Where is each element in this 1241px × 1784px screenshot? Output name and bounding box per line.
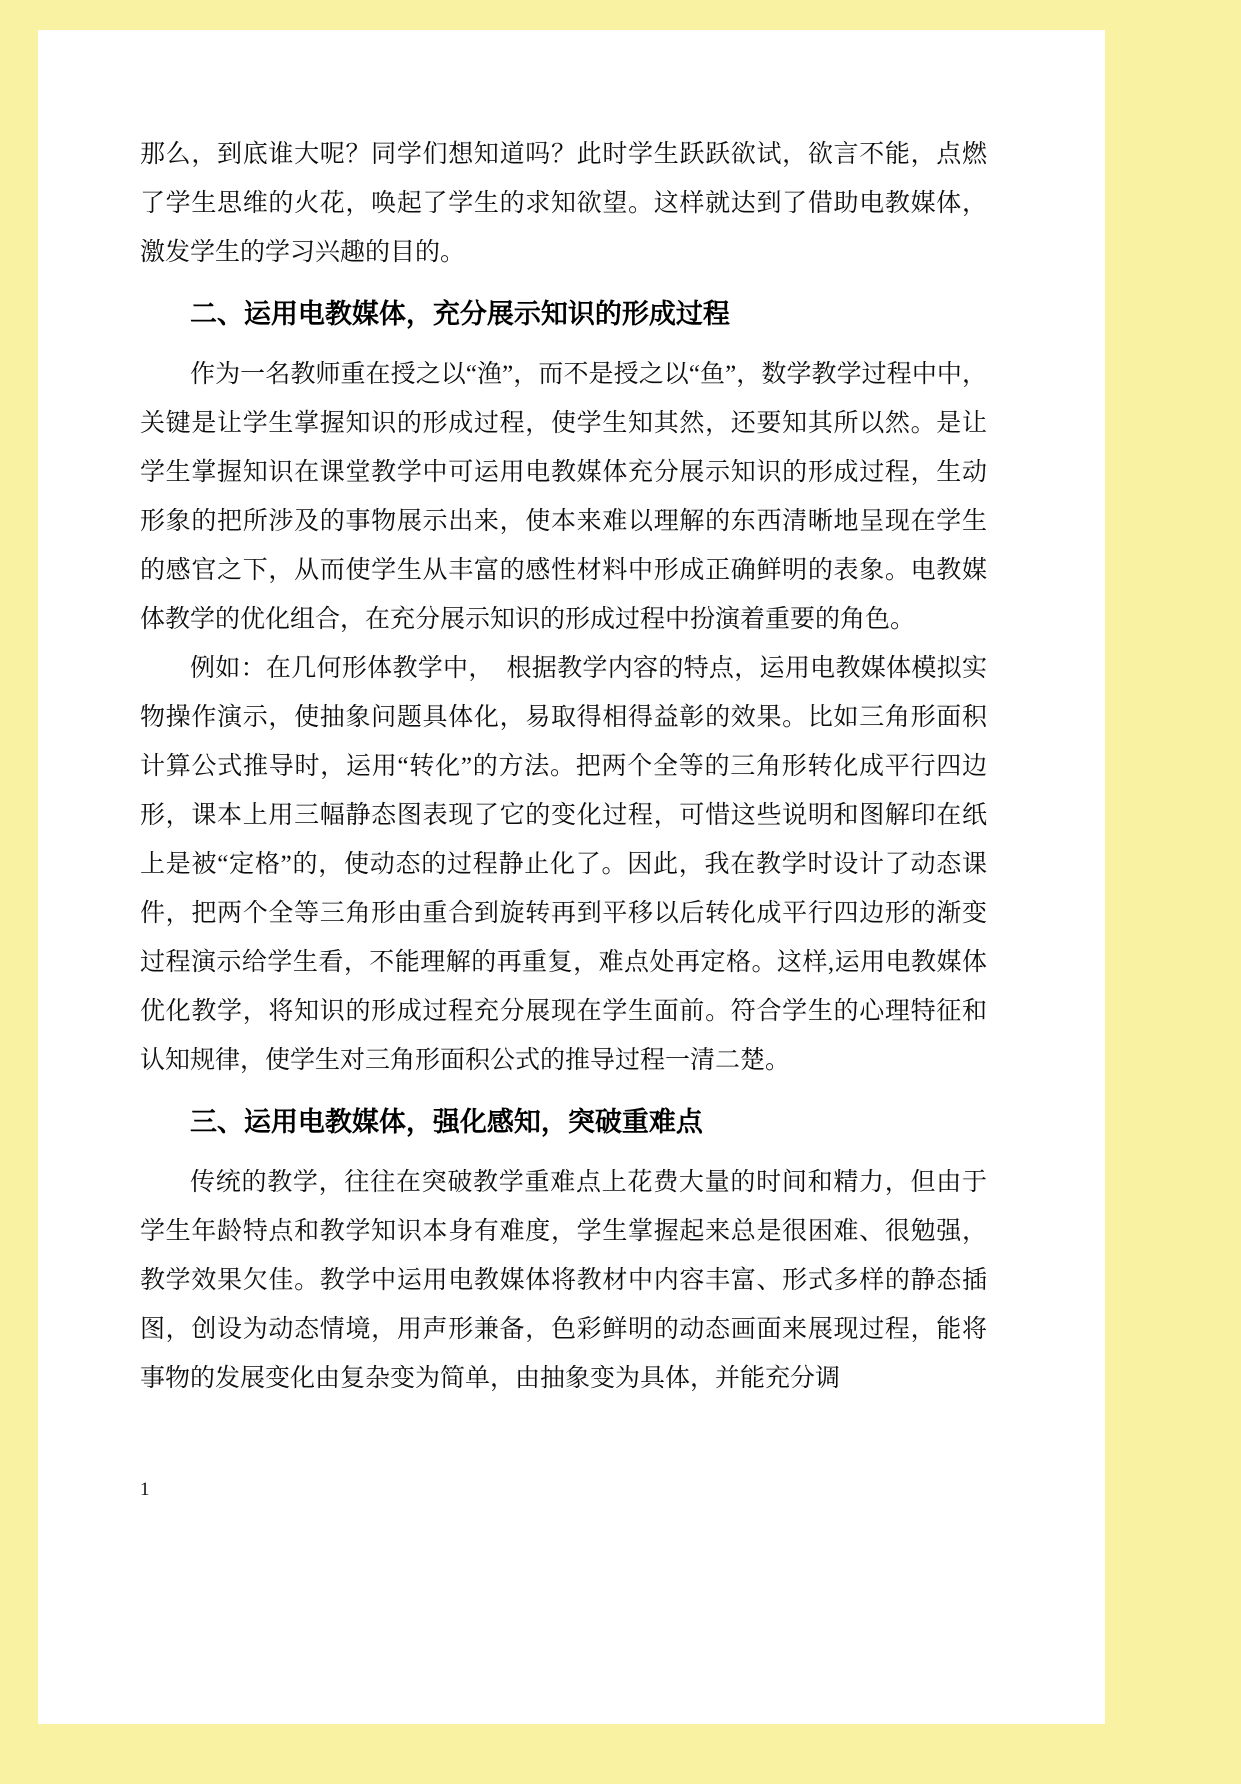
paragraph-intro-continuation: 那么，到底谁大呢？同学们想知道吗？此时学生跃跃欲试，欲言不能，点燃了学生思维的火花，唤起了学生的求知欲望。这样就达到了借助电教媒体，激发学生的学习兴趣的目的。 [140, 141, 987, 266]
paragraph-section2-body: 作为一名教师重在授之以“渔”，而不是授之以“鱼”，数学教学过程中中，关键是让学生掌握知识的形成过程，使学生知其然，还要知其所以然。是让学生掌握知识在课堂教学中可运用电教媒体充分展示知识的形成过程，生动形象的把所涉及的事物展示出来，使本来难以理解的东西清晰地呈现在学生的感官之下，从而使学生从丰富的感性材料中形成正确鲜明的表象。电教媒体教学的优化组合，在充分展示知识的形成过程中扮演着重要的角色。 [140, 361, 987, 633]
document-page [38, 30, 1105, 1724]
paragraph-section2-example: 例如：在几何形体教学中， 根据教学内容的特点，运用电教媒体模拟实物操作演示，使抽象问题具体化，易取得相得益彰的效果。比如三角形面积计算公式推导时，运用“转化”的方法。把两个全等的三角形转化成平行四边形，课本上用三幅静态图表现了它的变化过程，可惜这些说明和图解印在纸上是被“定格”的，使动态的过程静止化了。因此，我在教学时设计了动态课件，把两个全等三角形由重合到旋转再到平移以后转化成平行四边形的渐变过程演示给学生看，不能理解的再重复，难点处再定格。这样,运用电教媒体优化教学，将知识的形成过程充分展现在学生面前。符合学生的心理特征和认知规律，使学生对三角形面积公式的推导过程一清二楚。 [140, 655, 987, 1074]
document-viewer-background [0, 30, 1241, 1784]
section-heading-2: 二、运用电教媒体，充分展示知识的形成过程 [189, 299, 730, 329]
paragraph-section3-body: 传统的教学，往往在突破教学重难点上花费大量的时间和精力，但由于学生年龄特点和教学知识本身有难度，学生掌握起来总是很困难、很勉强，教学效果欠佳。教学中运用电教媒体将教材中内容丰富、形式多样的静态插图，创设为动态情境，用声形兼备，色彩鲜明的动态画面来展现过程，能将事物的发展变化由复杂变为简单，由抽象变为具体，并能充分调 [140, 1169, 987, 1392]
page-number: 1 [140, 1479, 150, 1500]
section-heading-3: 三、运用电教媒体，强化感知，突破重难点 [189, 1107, 703, 1137]
